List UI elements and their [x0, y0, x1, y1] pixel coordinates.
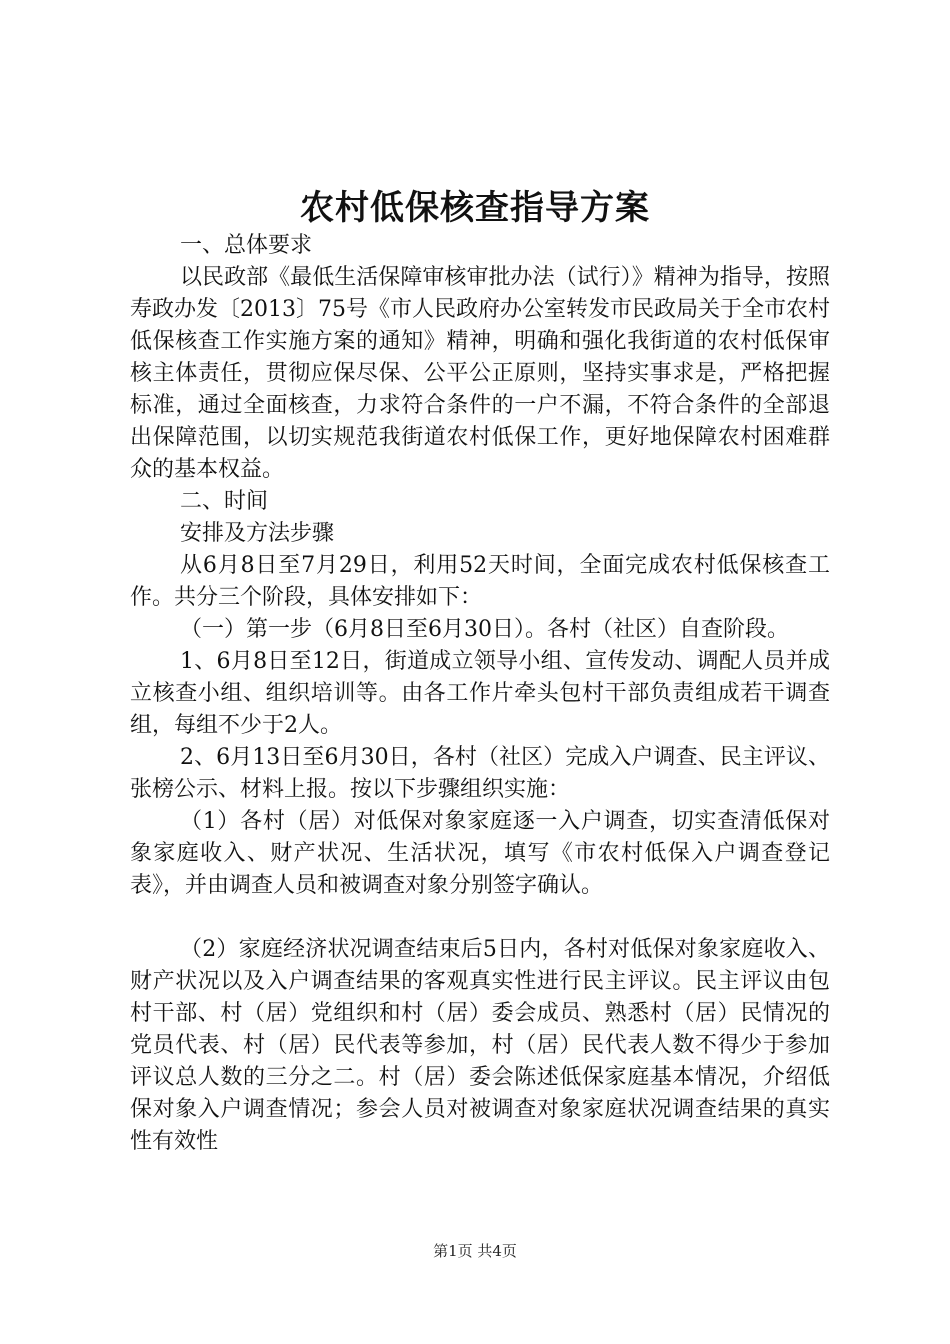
section-heading-time: 二、时间 [180, 489, 269, 514]
paragraph-subitem-1: （1）各村（居）对低保对象家庭逐一入户调查，切实查清低保对象家庭收入、财产状况、生活状况，填写《市农村低保入户调查登记表》，并由调查人员和被调查对象分别签字确认。 [130, 809, 830, 898]
paragraph-step-one: （一）第一步（6月8日至6月30日）。各村（社区）自查阶段。 [180, 617, 789, 642]
paragraph-guiding-principle: 以民政部《最低生活保障审核审批办法（试行）》精神为指导，按照寿政办发〔2013〕75号《市人民政府办公室转发市民政局关于全市农村低保核查工作实施方案的通知》精神，明确和强化我街道的农村低保审核主体责任，贯彻应保尽保、公平公正原则，坚持实事求是，严格把握标准，通过全面核查，力求符合条件的一户不漏，不符合条件的全部退出保障范围，以切实规范我街道农村低保工作，更好地保障农村困难群众的基本权益。 [130, 265, 830, 482]
paragraph-item-1: 1、6月8日至12日，街道成立领导小组、宣传发动、调配人员并成立核查小组、组织培训等。由各工作片牵头包村干部负责组成若干调查组，每组不少于2人。 [130, 649, 830, 738]
page-footer: 第1页 共4页 [433, 1242, 517, 1260]
document-body [130, 230, 830, 1158]
document-title: 农村低保核查指导方案 [300, 188, 650, 228]
paragraph-subitem-2: （2）家庭经济状况调查结束后5日内，各村对低保对象家庭收入、财产状况以及入户调查结果的客观真实性进行民主评议。民主评议由包村干部、村（居）党组织和村（居）委会成员、熟悉村（居）民情况的党员代表、村（居）民代表等参加，村（居）民代表人数不得少于参加评议总人数的三分之二。村（居）委会陈述低保家庭基本情况，介绍低保对象入户调查情况；参会人员对被调查对象家庭状况调查结果的真实性有效性 [130, 937, 830, 1154]
section-heading-general-requirements: 一、总体要求 [180, 233, 313, 258]
section-heading-arrangement: 安排及方法步骤 [180, 521, 335, 546]
paragraph-schedule: 从6月8日至7月29日，利用52天时间，全面完成农村低保核查工作。共分三个阶段，具体安排如下： [130, 553, 830, 610]
paragraph-item-2: 2、6月13日至6月30日，各村（社区）完成入户调查、民主评议、张榜公示、材料上报。按以下步骤组织实施： [130, 745, 830, 802]
